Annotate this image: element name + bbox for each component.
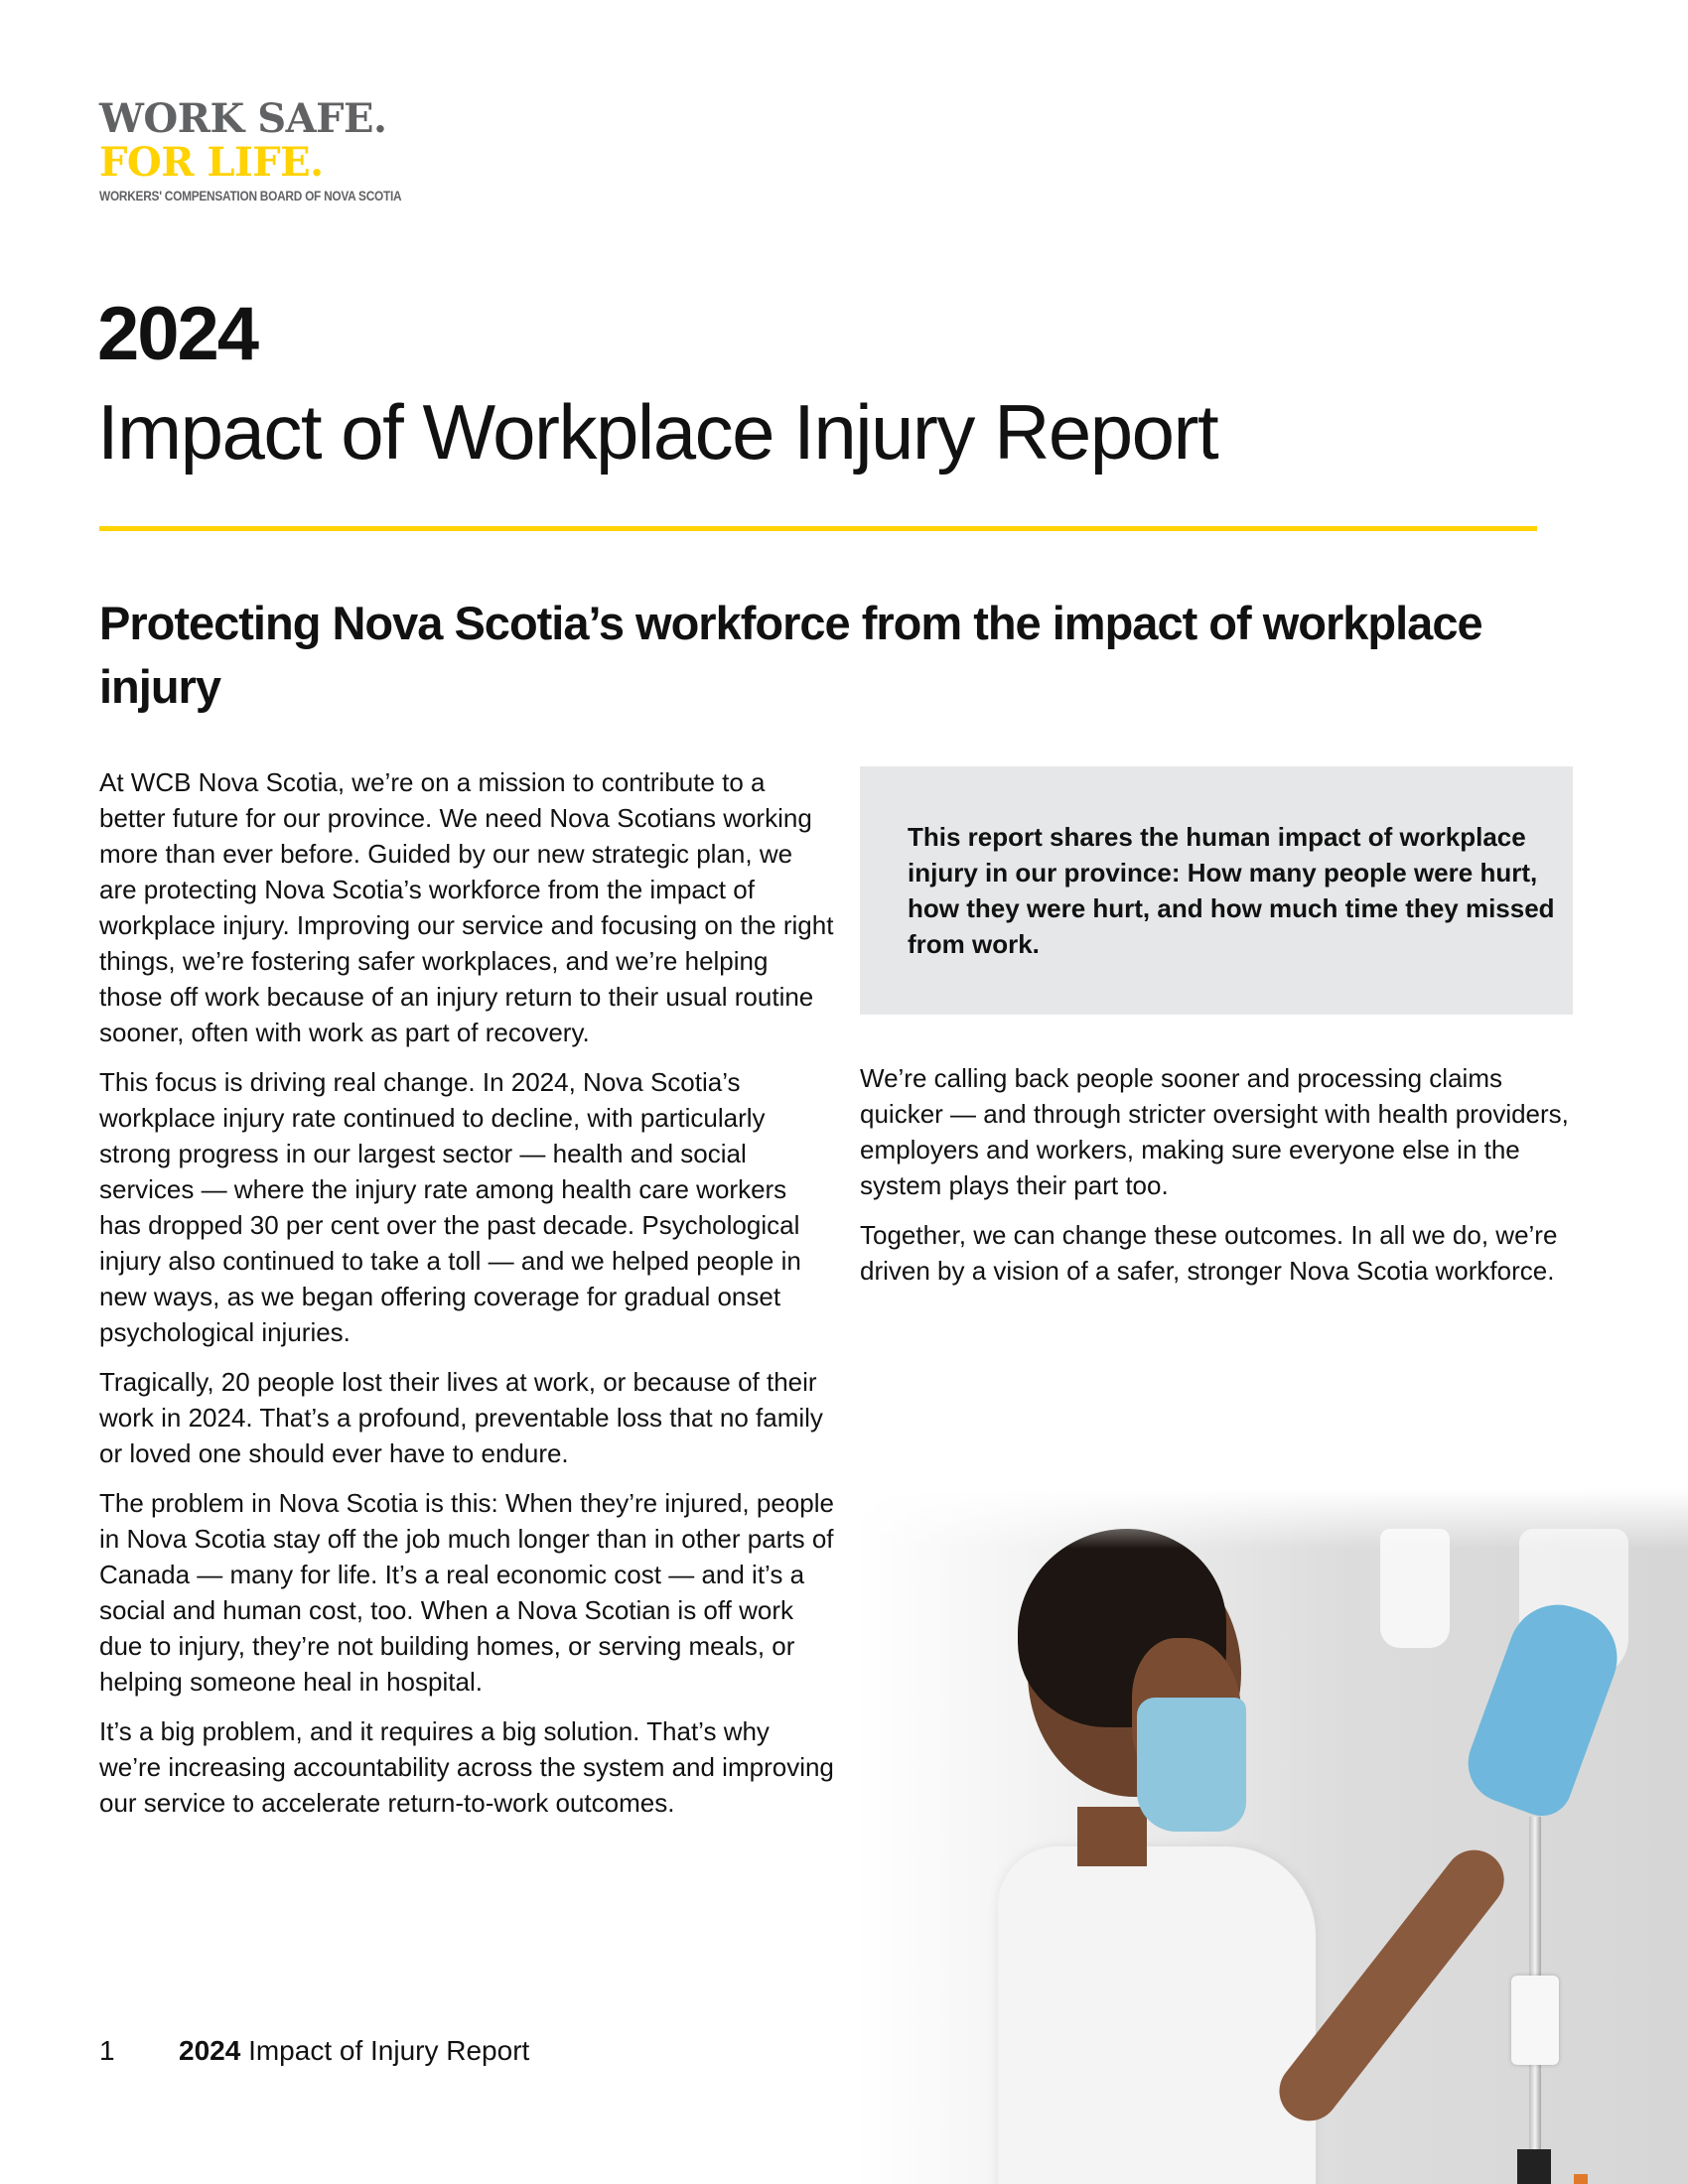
yellow-divider <box>99 526 1537 531</box>
paragraph: It’s a big problem, and it requires a big solution. That’s why we’re increasing accountability across the system and improving our service to accelerate return-to-work outcomes. <box>99 1716 834 1818</box>
iv-connector <box>1574 2174 1588 2184</box>
report-year: 2024 <box>97 292 258 376</box>
nurse-neck <box>1077 1807 1147 1866</box>
logo-line-for-life: FOR LIFE. <box>99 139 324 186</box>
face-mask <box>1137 1698 1246 1832</box>
iv-clamp <box>1517 2149 1551 2184</box>
report-title: Impact of Workplace Injury Report <box>97 388 1218 476</box>
page-number: 1 <box>99 2035 115 2066</box>
photo-fade <box>854 1489 1688 1549</box>
paragraph: Tragically, 20 people lost their lives at work, or because of their work in 2024. That’s a profound, preventable loss that no family or loved one should ever have to endure. <box>99 1367 823 1468</box>
right-column <box>860 1060 1575 1302</box>
blue-glove <box>1457 1591 1630 1825</box>
paragraph: The problem in Nova Scotia is this: When they’re injured, people in Nova Scotia stay off the job much longer than in other parts of Canada — many for life. It’s a real economic cost — and it’s a social and human cost, too. When a Nova Scotian is off work due to injury, they’re not building homes, or serving meals, or helping someone heal in hospital. <box>99 1488 834 1697</box>
section-heading: Protecting Nova Scotia’s workforce from the impact of workplace injury <box>99 597 1482 713</box>
logo-line-work-safe: WORK SAFE. <box>99 95 387 142</box>
callout-box <box>860 766 1573 1015</box>
page-footer <box>99 2035 529 2067</box>
paragraph: This focus is driving real change. In 2024, Nova Scotia’s workplace injury rate continued to decline, with particularly strong progress in our largest sector — health and social services — where the injury rate among health care workers has dropped 30 per cent over the past decade. Psychological injury also continued to take a toll — and we helped people in new ways, as we began offering coverage for gradual onset psychological injuries. <box>99 1067 801 1347</box>
iv-pump <box>1511 1976 1559 2065</box>
nurse-photo <box>854 1489 1688 2184</box>
left-column <box>99 764 834 1835</box>
paragraph: At WCB Nova Scotia, we’re on a mission to contribute to a better future for our province. We need Nova Scotians working more than ever before. Guided by our new strategic plan, we are protecting Nova Scotia’s workforce from the impact of workplace injury. Improving our service and focusing on the right things, we’re fostering safer workplaces, and we’re helping those off work because of an injury return to their usual routine sooner, often with work as part of recovery. <box>99 767 834 1047</box>
nurse-uniform <box>998 1846 1316 2184</box>
footer-title: Impact of Injury Report <box>248 2035 530 2066</box>
logo-org-name: WORKERS' COMPENSATION BOARD OF NOVA SCOTIA <box>99 189 402 204</box>
paragraph: We’re calling back people sooner and processing claims quicker — and through stricter oversight with health providers, employers and workers, making sure everyone else in the system plays their part too. <box>860 1063 1569 1200</box>
paragraph: Together, we can change these outcomes. In all we do, we’re driven by a vision of a safer, stronger Nova Scotia workforce. <box>860 1220 1558 1286</box>
footer-year: 2024 <box>179 2035 241 2066</box>
wcb-logo <box>99 97 443 204</box>
callout-text: This report shares the human impact of workplace injury in our province: How many people were hurt, how they were hurt, and how much time they missed from work. <box>908 822 1555 959</box>
